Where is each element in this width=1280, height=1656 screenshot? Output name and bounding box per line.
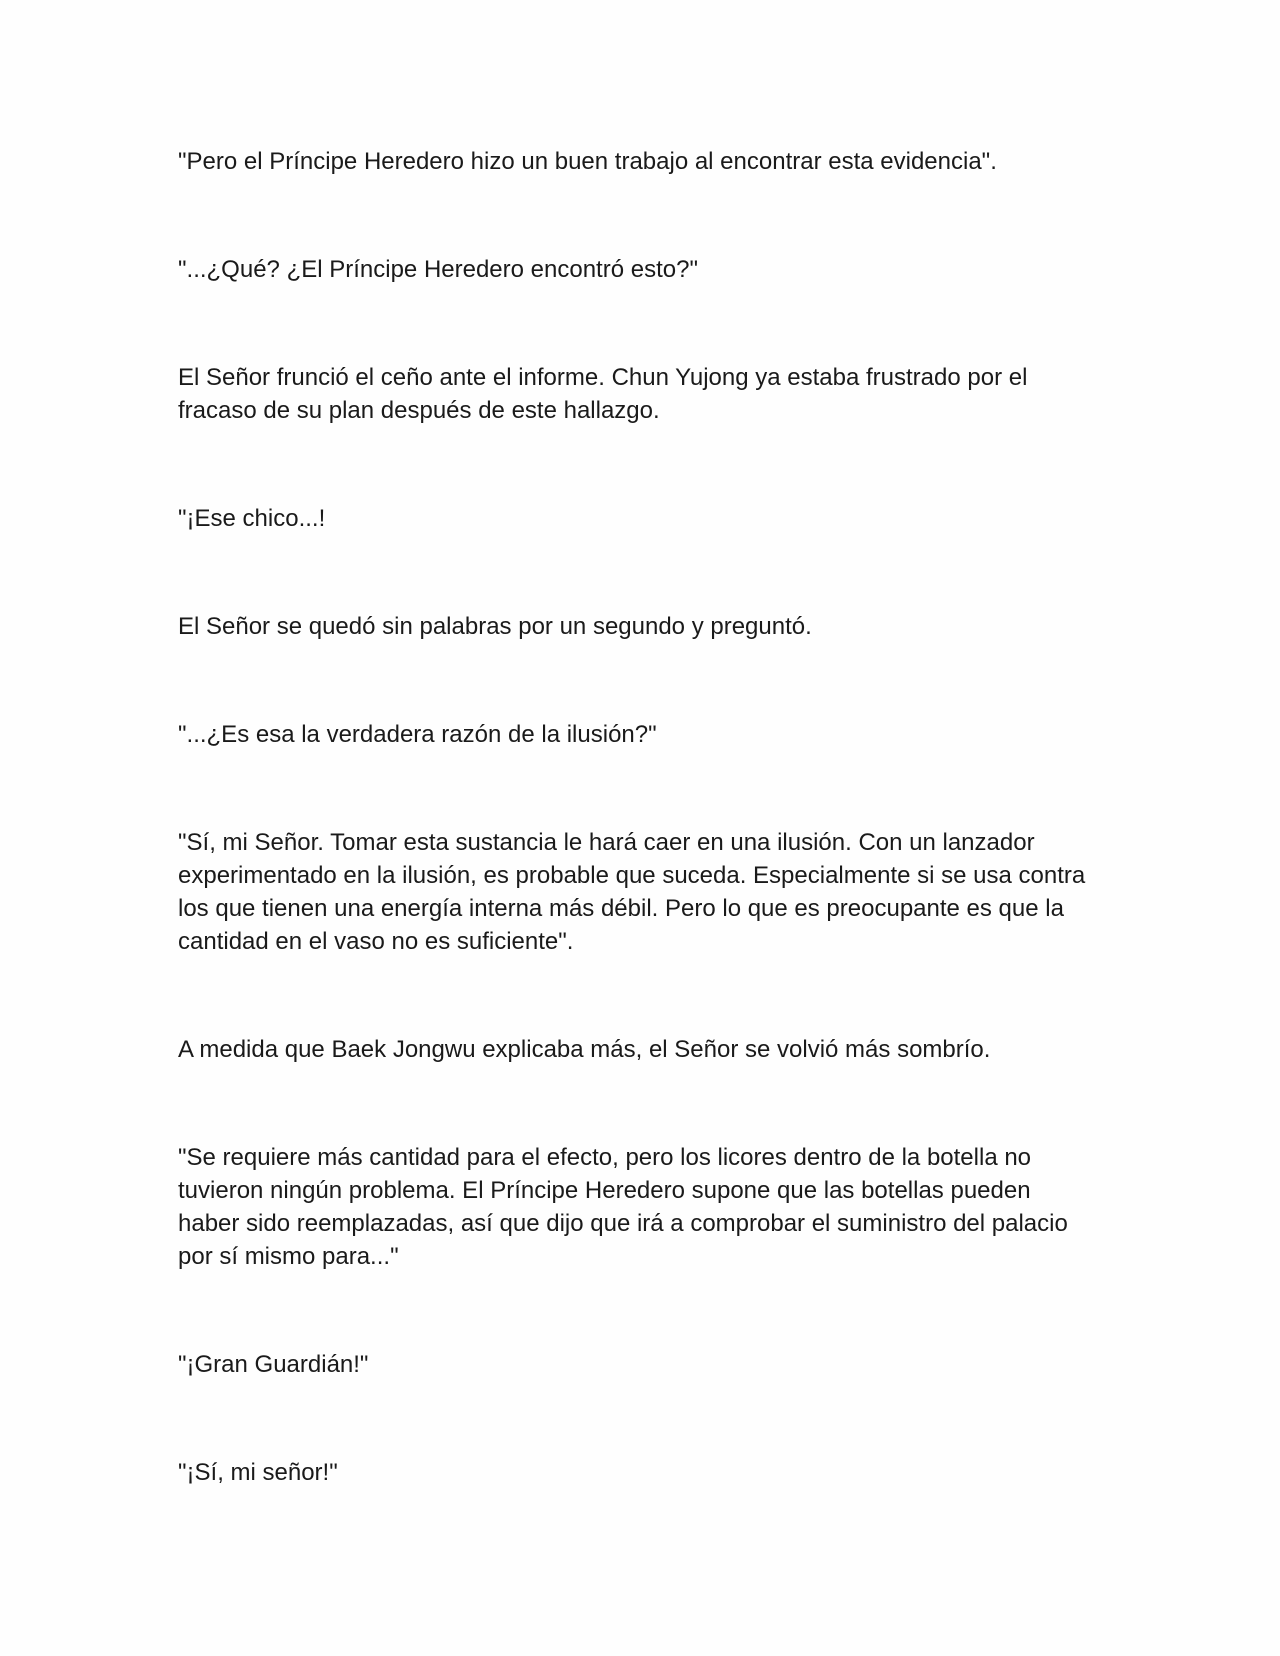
paragraph: El Señor frunció el ceño ante el informe. Chun Yujong ya estaba frustrado por el fracaso de su plan después de este hallazgo. (178, 364, 1028, 424)
paragraph: "Sí, mi Señor. Tomar esta sustancia le hará caer en una ilusión. Con un lanzador experimentado en la ilusión, es probable que suceda. Especialmente si se usa contra los que tienen una energía interna más débil. Pero lo que es preocupante es que la cantidad en el vaso no es suficiente". (178, 829, 1086, 955)
paragraph: El Señor se quedó sin palabras por un segundo y preguntó. (178, 613, 812, 640)
paragraph: "Pero el Príncipe Heredero hizo un buen trabajo al encontrar esta evidencia". (178, 148, 997, 175)
paragraph: "¡Ese chico...! (178, 505, 326, 532)
paragraph: "Se requiere más cantidad para el efecto, pero los licores dentro de la botella no tuvieron ningún problema. El Príncipe Heredero supone que las botellas pueden haber sido reemplazadas, así que dijo que irá a comprobar el suministro del palacio por sí mismo para..." (178, 1144, 1068, 1270)
document-body (178, 145, 1088, 1564)
paragraph: A medida que Baek Jongwu explicaba más, el Señor se volvió más sombrío. (178, 1036, 991, 1063)
paragraph: "¡Gran Guardián!" (178, 1351, 369, 1378)
paragraph: "¡Sí, mi señor!" (178, 1459, 338, 1486)
paragraph: "...¿Es esa la verdadera razón de la ilusión?" (178, 721, 657, 748)
paragraph: "...¿Qué? ¿El Príncipe Heredero encontró esto?" (178, 256, 698, 283)
